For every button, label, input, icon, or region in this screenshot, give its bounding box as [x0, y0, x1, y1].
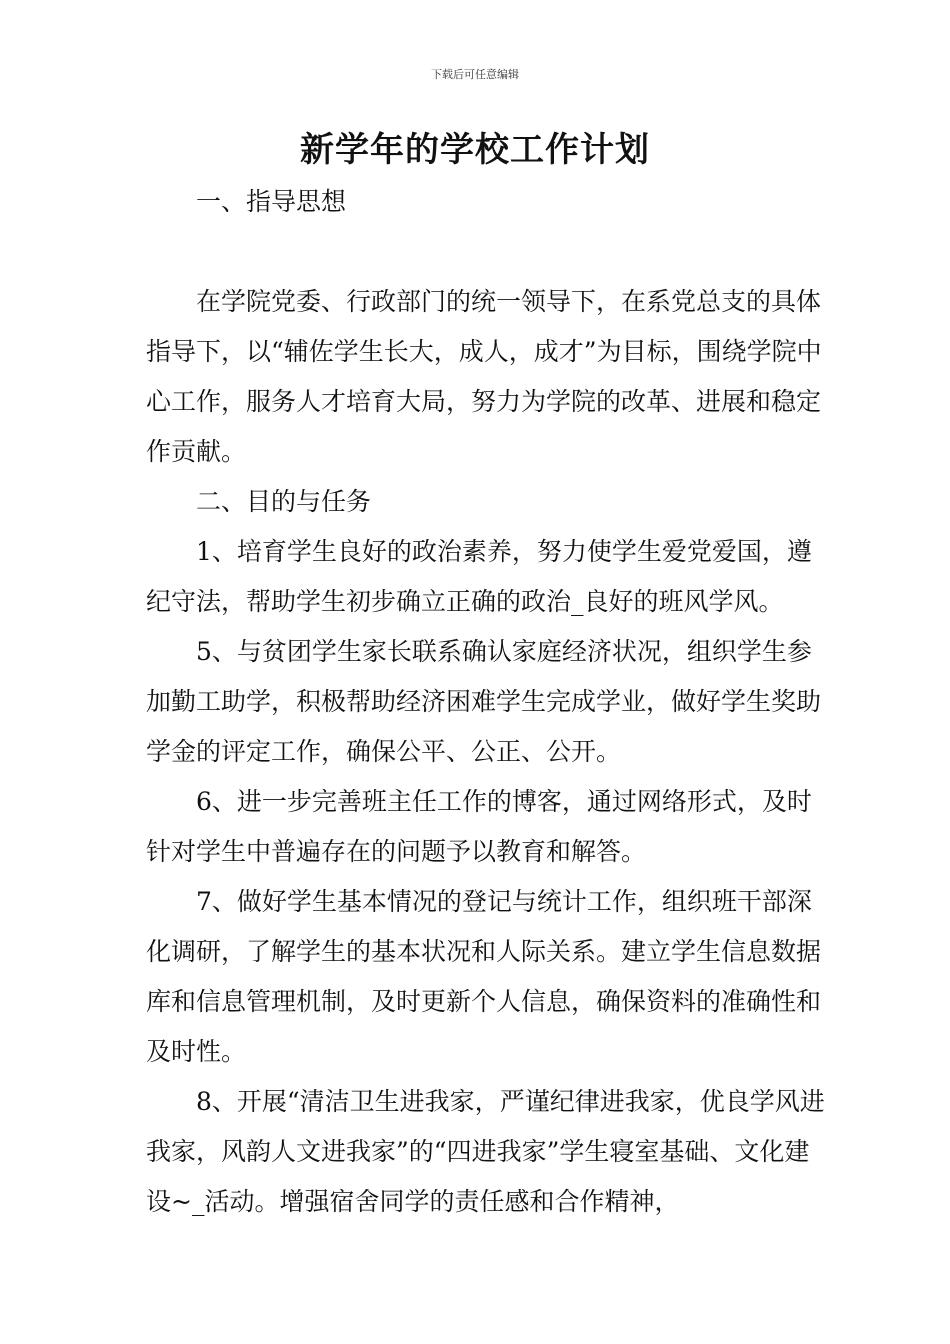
list-item: 8、开展“清洁卫生进我家，严谨纪律进我家，优良学风进我家，风韵人文进我家”的“四进我家”学生寝室基础、文化建设~_活动。增强宿舍同学的责任感和合作精神， [146, 1087, 825, 1216]
list-item: 5、与贫团学生家长联系确认家庭经济状况，组织学生参加勤工助学，积极帮助经济困难学生完成学业，做好学生奖助学金的评定工作，确保公平、公正、公开。 [146, 637, 822, 766]
document-body [146, 177, 826, 1227]
section-heading-goals-tasks: 二、目的与任务 [196, 487, 372, 516]
list-item: 7、做好学生基本情况的登记与统计工作，组织班干部深化调研，了解学生的基本状况和人际关系。建立学生信息数据库和信息管理机制，及时更新个人信息，确保资料的准确性和及时性。 [146, 887, 822, 1066]
section-heading-guiding-thought: 一、指导思想 [196, 187, 347, 216]
header-note: 下载后可任意编辑 [431, 68, 519, 81]
document-title: 新学年的学校工作计划 [300, 130, 650, 170]
list-item: 6、进一步完善班主任工作的博客，通过网络形式，及时针对学生中普遍存在的问题予以教育和解答。 [146, 787, 812, 866]
paragraph-guiding-thought: 在学院党委、行政部门的统一领导下，在系党总支的具体指导下，以“辅佐学生长大，成人，成才”为目标，围绕学院中心工作，服务人才培育大局，努力为学院的改革、进展和稳定作贡献。 [146, 287, 822, 466]
list-item: 1、培育学生良好的政治素养，努力使学生爱党爱国，遵纪守法，帮助学生初步确立正确的政治_良好的班风学风。 [146, 537, 812, 616]
